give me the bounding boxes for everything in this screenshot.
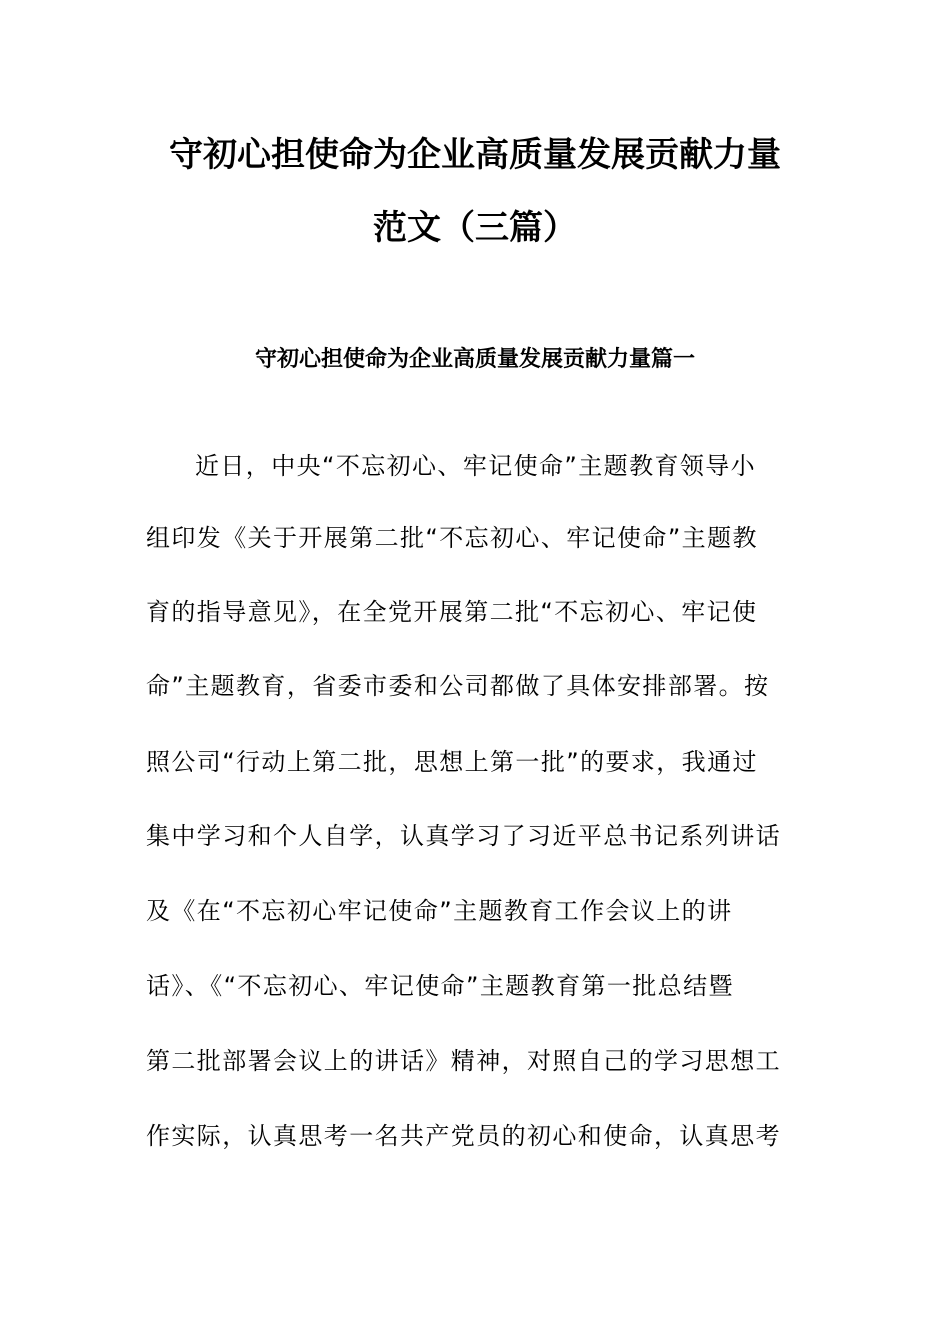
body-line-9: 第二批部署会议上的讲话》精神，对照自己的学习思想工	[146, 1047, 781, 1075]
body-line-7: 及《在“不忘初心牢记使命”主题教育工作会议上的讲	[146, 897, 733, 925]
body-line-3: 育的指导意见》，在全党开展第二批“不忘初心、牢记使	[146, 598, 758, 626]
body-line-6: 集中学习和个人自学，认真学习了习近平总书记系列讲话	[146, 822, 781, 850]
body-line-10: 作实际，认真思考一名共产党员的初心和使命，认真思考	[146, 1122, 781, 1150]
section-heading: 守初心担使命为企业高质量发展贡献力量篇一	[254, 346, 695, 372]
body-line-2: 组印发《关于开展第二批“不忘初心、牢记使命”主题教	[146, 524, 758, 552]
body-line-8: 话》、《“不忘初心、牢记使命”主题教育第一批总结暨	[146, 972, 734, 1000]
body-line-5: 照公司“行动上第二批，思想上第一批”的要求，我通过	[146, 748, 758, 776]
document-title-line-2: 范文（三篇）	[373, 208, 577, 248]
body-line-4: 命”主题教育，省委市委和公司都做了具体安排部署。按	[146, 672, 770, 700]
body-line-1: 近日，中央“不忘初心、牢记使命”主题教育领导小	[195, 452, 757, 480]
document-title-line-1: 守初心担使命为企业高质量发展贡献力量	[169, 135, 781, 175]
